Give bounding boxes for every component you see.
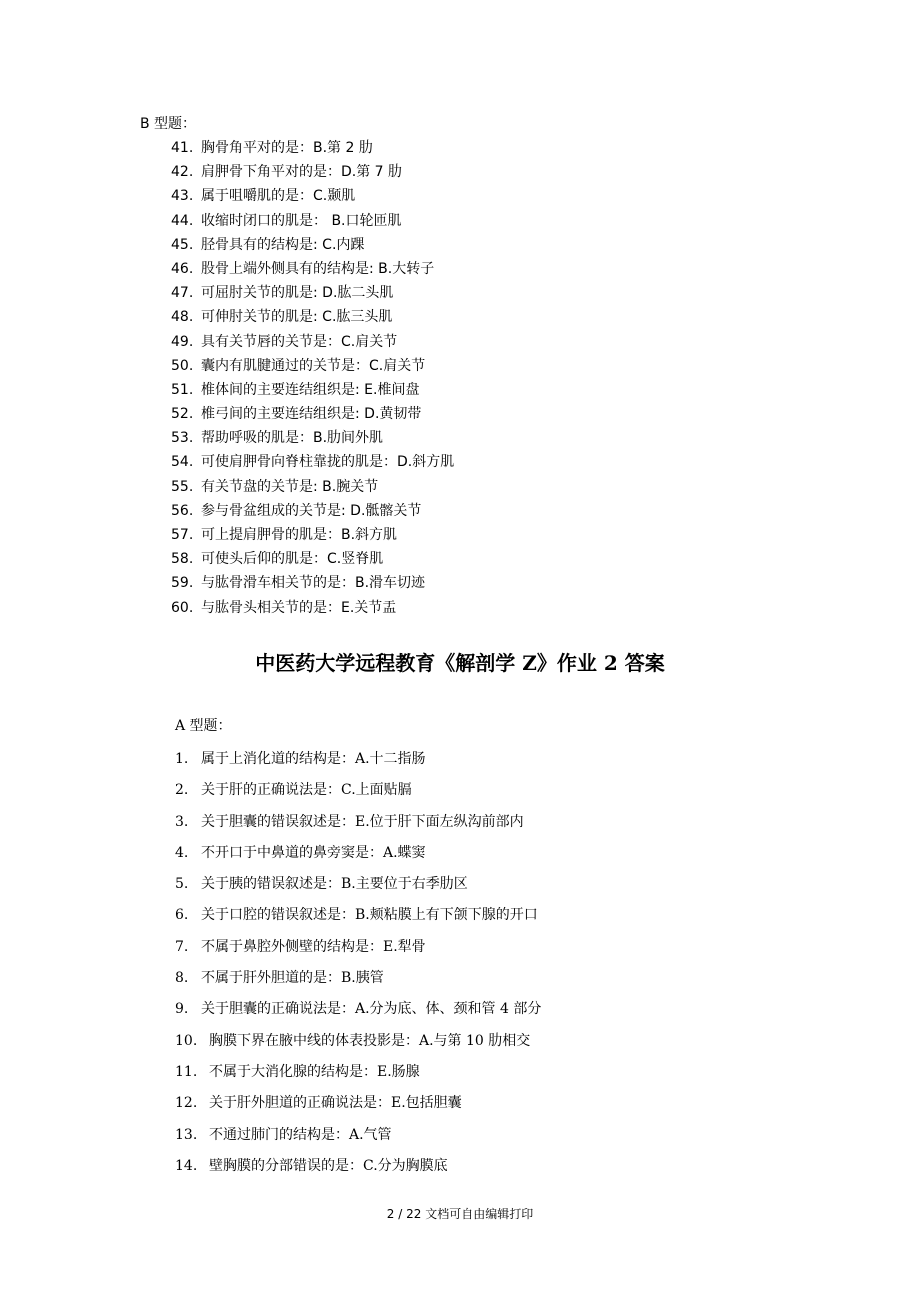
question-number: 11. [175,1063,198,1080]
question-answer-text: 与肱骨滑车相关节的是：B.滑车切迹 [201,575,426,592]
list-item [175,811,541,842]
list-item [171,356,454,380]
question-number: 51. [171,381,194,398]
list-item [171,428,454,452]
document-title: 中医药大学远程教育《解剖学 Z》作业 2 答案 [255,651,665,675]
question-answer-text: 关于肝外胆道的正确说法是：E.包括胆囊 [209,1095,462,1112]
question-number: 4. [175,844,189,861]
list-item [171,186,454,210]
list-item [171,259,454,283]
section-b-heading: B 型题： [140,116,197,132]
list-item [175,779,541,810]
question-number: 59. [171,575,194,592]
list-item [175,1124,541,1155]
question-number: 50. [171,357,194,374]
question-number: 5. [175,876,189,893]
list-item [171,138,454,162]
list-item [171,501,454,525]
question-number: 7. [175,938,189,955]
question-answer-text: 收缩时闭口的肌是： B.口轮匝肌 [201,212,402,229]
list-item [175,1092,541,1123]
question-answer-text: 有关节盘的关节是: B.腕关节 [201,478,379,495]
question-number: 41. [171,140,194,156]
question-number: 42. [171,164,194,181]
list-item [175,748,541,779]
question-number: 58. [171,551,194,568]
question-number: 45. [171,236,194,253]
question-number: 44. [171,212,194,229]
question-number: 60. [171,599,194,616]
question-answer-text: 与肱骨头相关节的是：E.关节盂 [201,599,397,616]
question-number: 3. [175,813,189,830]
list-item [175,936,541,967]
question-answer-text: 不属于大消化腺的结构是：E.肠腺 [209,1063,420,1080]
question-answer-text: 参与骨盆组成的关节是: D.骶髂关节 [201,502,422,519]
question-answer-text: 肩胛骨下角平对的是：D.第 7 肋 [201,164,403,181]
section-a-heading: A 型题： [175,718,232,734]
question-answer-text: 关于胆囊的正确说法是：A.分为底、体、颈和管 4 部分 [201,1001,542,1018]
list-item [171,573,454,597]
list-item [171,307,454,331]
question-answer-text: 可上提肩胛骨的肌是：B.斜方肌 [201,527,398,543]
list-item [175,873,541,904]
list-item [171,452,454,476]
question-answer-text: 不通过肺门的结构是：A.气管 [209,1126,392,1143]
question-answer-text: 椎弓间的主要连结组织是: D.黄韧带 [201,406,422,423]
question-number: 49. [171,333,194,350]
question-answer-text: 股骨上端外侧具有的结构是: B.大转子 [201,260,435,277]
list-item [171,525,454,549]
question-number: 52. [171,406,194,423]
section-b-list [171,138,454,622]
question-answer-text: 椎体间的主要连结组织是: E.椎间盘 [201,381,420,398]
question-number: 9. [175,1001,189,1018]
question-number: 10. [175,1032,198,1049]
section-a-list [175,748,541,1186]
list-item [171,332,454,356]
list-item [171,477,454,501]
question-answer-text: 胸骨角平对的是：B.第 2 肋 [201,140,373,156]
question-number: 56. [171,502,194,519]
question-answer-text: 关于口腔的错误叙述是：B.颊粘膜上有下颌下腺的开口 [201,907,538,924]
list-item [171,283,454,307]
question-number: 13. [175,1126,198,1143]
list-item [171,380,454,404]
question-number: 8. [175,970,189,987]
question-number: 57. [171,527,194,543]
question-number: 55. [171,478,194,495]
question-number: 43. [171,188,194,205]
page-footer: 2 / 22 文档可自由编辑打印 [386,1207,534,1221]
list-item [175,998,541,1029]
question-number: 46. [171,260,194,277]
question-number: 53. [171,430,194,447]
question-answer-text: 具有关节唇的关节是：C.肩关节 [201,333,398,350]
question-answer-text: 胸膜下界在腋中线的体表投影是：A.与第 10 肋相交 [209,1032,531,1049]
question-answer-text: 胫骨具有的结构是: C.内踝 [201,236,365,253]
question-answer-text: 帮助呼吸的肌是：B.肋间外肌 [201,430,384,447]
list-item [171,549,454,573]
list-item [171,162,454,186]
question-answer-text: 可伸肘关节的肌是: C.肱三头肌 [201,309,393,326]
question-answer-text: 不开口于中鼻道的鼻旁窦是：A.蝶窦 [201,844,426,861]
list-item [175,1030,541,1061]
question-answer-text: 可屈肘关节的肌是: D.肱二头肌 [201,285,394,302]
question-number: 47. [171,285,194,302]
question-answer-text: 可使肩胛骨向脊柱靠拢的肌是：D.斜方肌 [201,454,455,471]
question-answer-text: 囊内有肌腱通过的关节是：C.肩关节 [201,357,426,374]
question-number: 12. [175,1095,198,1112]
list-item [175,1155,541,1186]
question-answer-text: 关于肝的正确说法是：C.上面贴膈 [201,782,412,799]
list-item [175,967,541,998]
question-answer-text: 关于胆囊的错误叙述是：E.位于肝下面左纵沟前部内 [201,813,524,830]
question-answer-text: 壁胸膜的分部错误的是：C.分为胸膜底 [209,1157,448,1174]
question-number: 14. [175,1157,198,1174]
question-answer-text: 关于胰的错误叙述是：B.主要位于右季肋区 [201,876,468,893]
list-item [175,1061,541,1092]
question-answer-text: 可使头后仰的肌是：C.竖脊肌 [201,551,384,568]
question-answer-text: 不属于鼻腔外侧壁的结构是：E.犁骨 [201,938,426,955]
question-number: 2. [175,782,189,799]
question-answer-text: 属于上消化道的结构是：A.十二指肠 [201,751,426,767]
question-answer-text: 不属于肝外胆道的是：B.胰管 [201,970,384,987]
list-item [175,904,541,935]
question-answer-text: 属于咀嚼肌的是：C.颞肌 [201,188,356,205]
list-item [171,404,454,428]
question-number: 1. [175,751,189,767]
list-item [171,235,454,259]
question-number: 54. [171,454,194,471]
list-item [175,842,541,873]
list-item [171,598,454,622]
list-item [171,211,454,235]
question-number: 48. [171,309,194,326]
question-number: 6. [175,907,189,924]
